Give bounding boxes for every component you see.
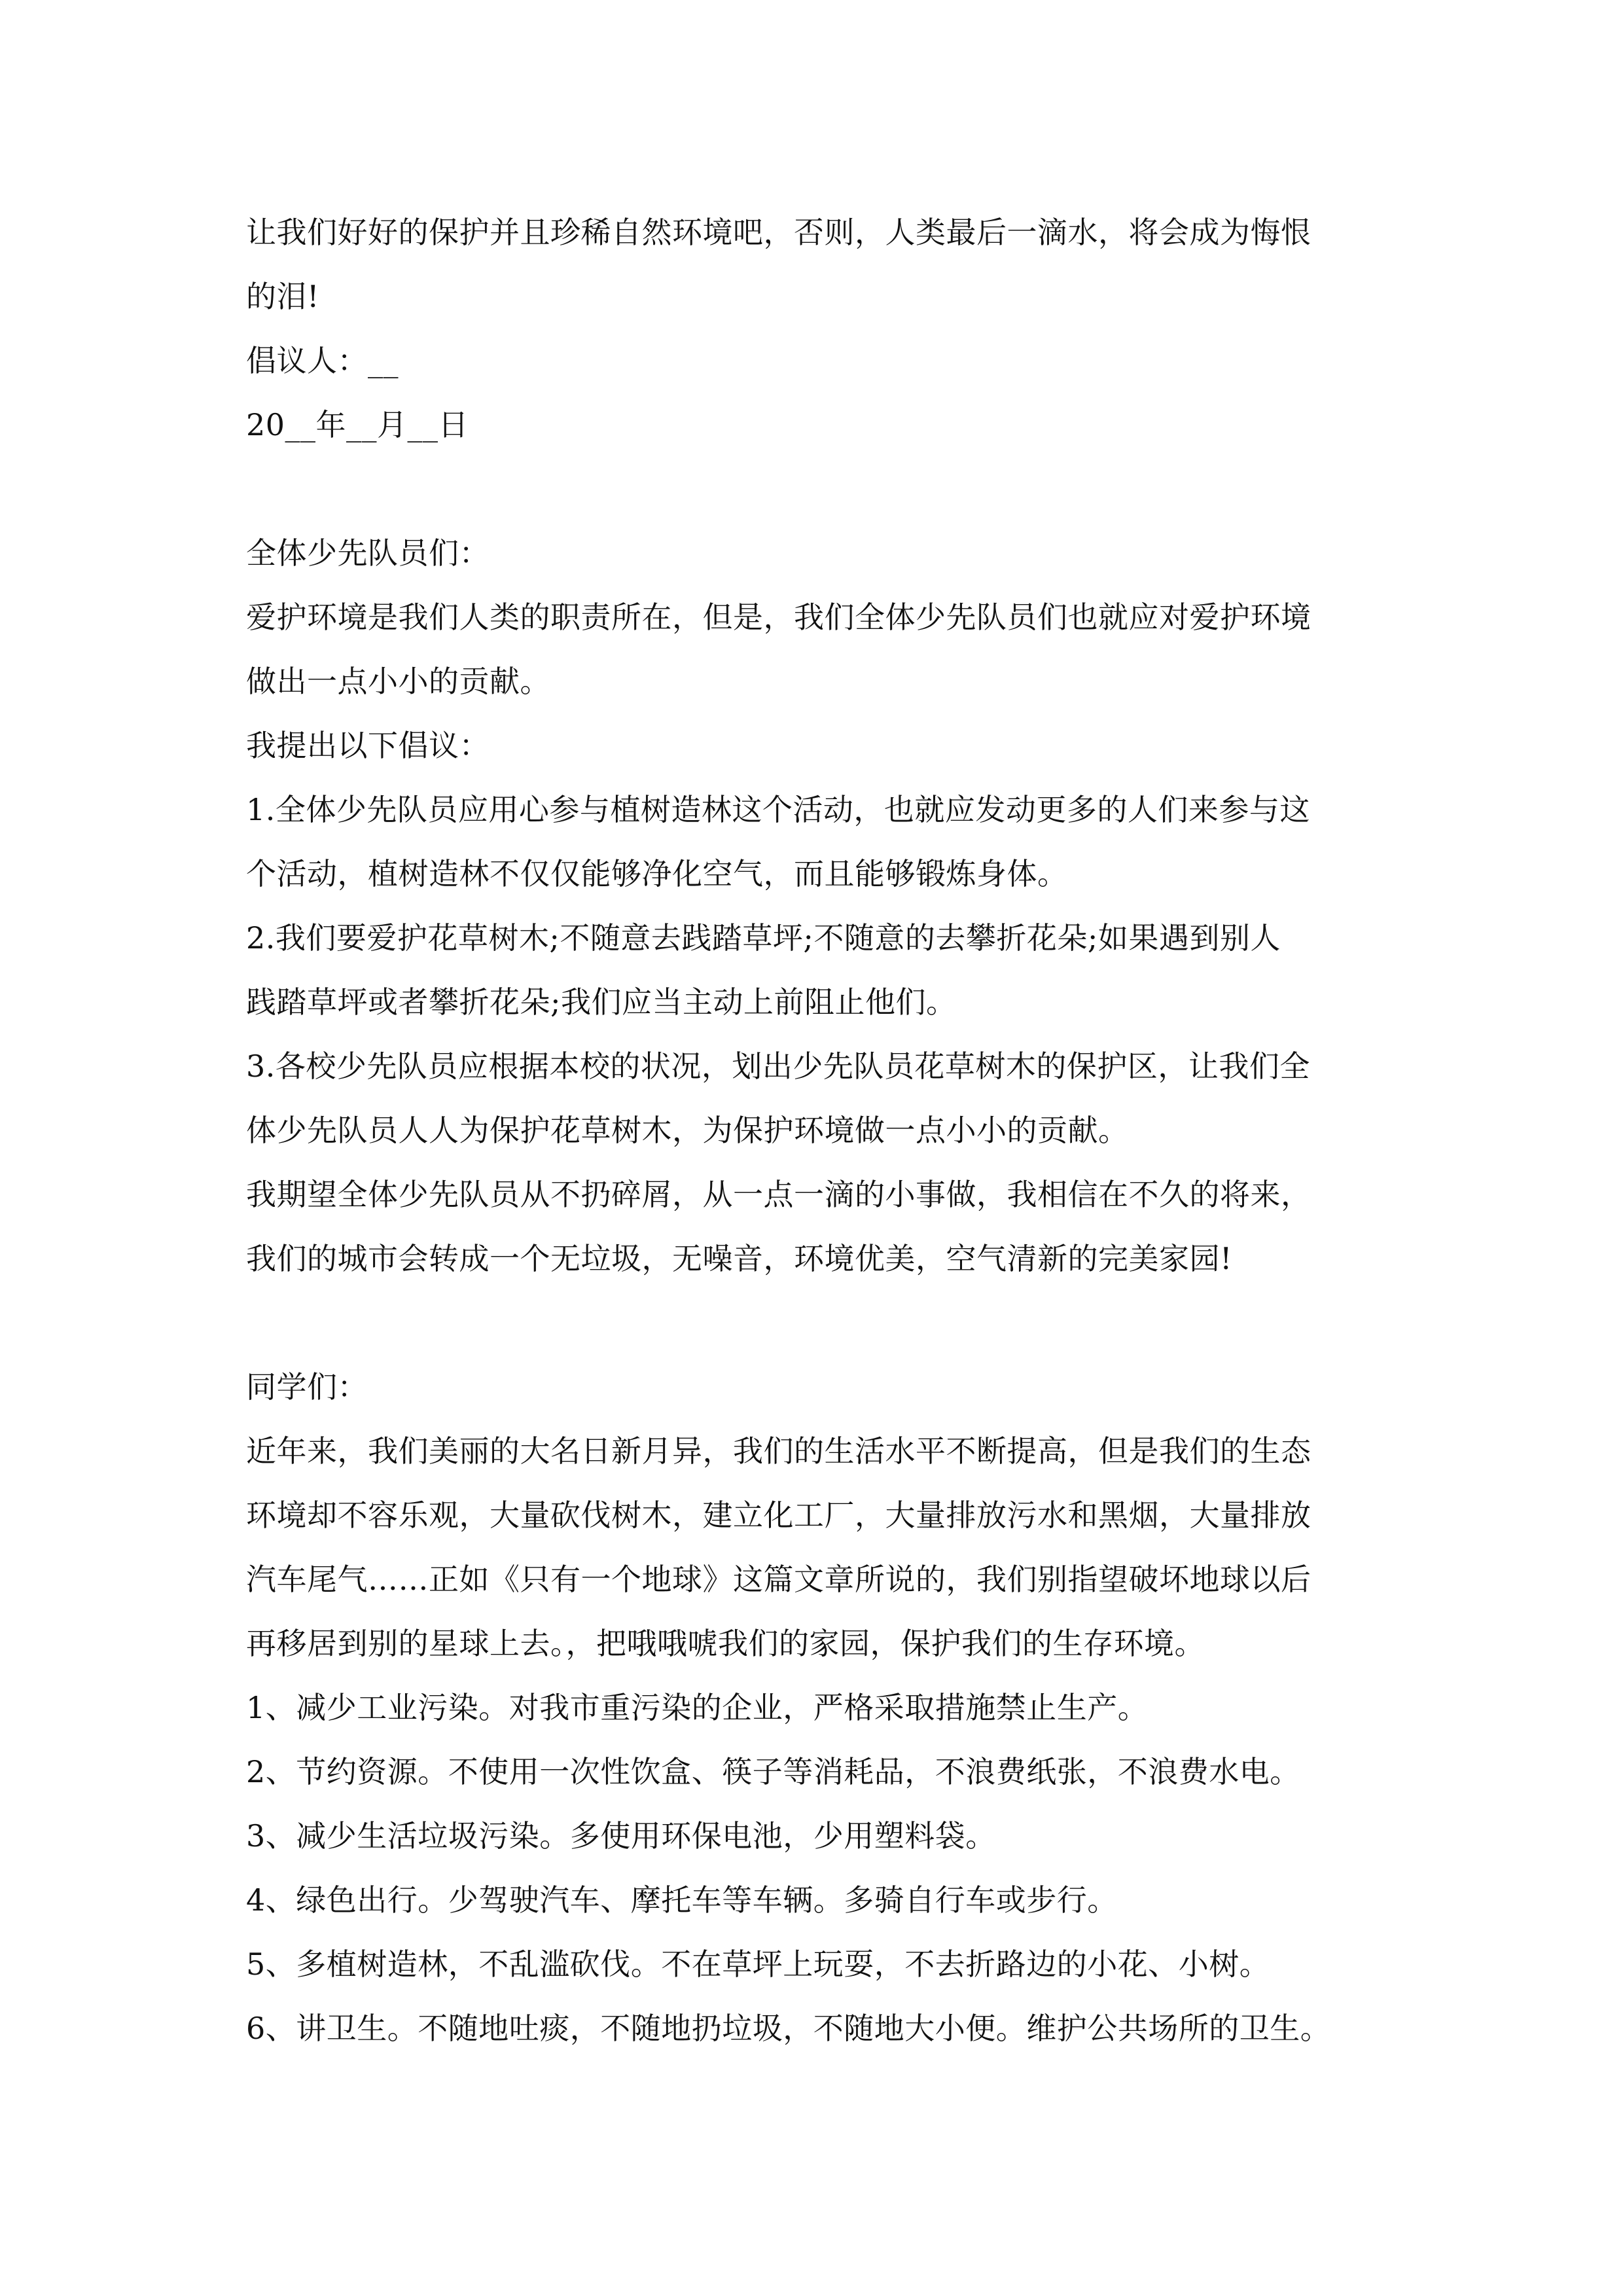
list-item-line: 个活动，植树造林不仅仅能够净化空气，而且能够锻炼身体。 — [246, 856, 1068, 891]
paragraph-line: 环境却不容乐观，大量砍伐树木，建立化工厂，大量排放污水和黑烟，大量排放 — [246, 1498, 1311, 1533]
list-item-line: 6、讲卫生。不随地吐痰，不随地扔垃圾，不随地大小便。维护公共场所的卫生。 — [246, 2011, 1331, 2046]
section-gap — [246, 1291, 1385, 1355]
signatory-line: 倡议人：__ — [246, 343, 399, 378]
paragraph-line: 爱护环境是我们人类的职责所在，但是，我们全体少先队员们也就应对爱护环境 — [246, 600, 1311, 635]
paragraph-line: 汽车尾气……正如《只有一个地球》这篇文章所说的，我们别指望破坏地球以后 — [246, 1562, 1311, 1597]
list-item-line: 2、节约资源。不使用一次性饮盒、筷子等消耗品，不浪费纸张，不浪费水电。 — [246, 1754, 1300, 1789]
date-line: 20__年__月__日 — [246, 407, 469, 442]
list-item-line: 1.全体少先队员应用心参与植树造林这个活动，也就应发动更多的人们来参与这 — [246, 792, 1310, 827]
closing-section — [246, 200, 1385, 457]
list-item-line: 践踏草坪或者攀折花朵;我们应当主动上前阻止他们。 — [246, 984, 957, 1020]
paragraph-line: 我们的城市会转成一个无垃圾，无噪音，环境优美，空气清新的完美家园! — [246, 1241, 1232, 1276]
salutation: 全体少先队员们： — [246, 535, 490, 571]
list-item-line: 4、绿色出行。少驾驶汽车、摩托车等车辆。多骑自行车或步行。 — [246, 1882, 1118, 1918]
document-body — [246, 200, 1385, 2060]
list-item-line: 2.我们要爱护花草树木;不随意去践踏草坪;不随意的去攀折花朵;如果遇到别人 — [246, 920, 1281, 956]
paragraph-line: 再移居到别的星球上去。，把哦哦唬我们的家园，保护我们的生存环境。 — [246, 1626, 1205, 1661]
paragraph-line: 的泪! — [246, 279, 319, 314]
paragraph-line: 做出一点小小的贡献。 — [246, 664, 550, 699]
list-item-line: 3.各校少先队员应根据本校的状况，划出少先队员花草树木的保护区，让我们全 — [246, 1049, 1310, 1084]
paragraph-line: 我提出以下倡议： — [246, 728, 490, 763]
list-item-line: 体少先队员人人为保护花草树木，为保护环境做一点小小的贡献。 — [246, 1113, 1129, 1148]
paragraph-line: 近年来，我们美丽的大名日新月异，我们的生活水平不断提高，但是我们的生态 — [246, 1433, 1311, 1469]
students-proposal-section — [246, 1355, 1385, 2060]
list-item-line: 3、减少生活垃圾污染。多使用环保电池，少用塑料袋。 — [246, 1818, 996, 1854]
list-item-line: 1、减少工业污染。对我市重污染的企业，严格采取措施禁止生产。 — [246, 1690, 1149, 1725]
paragraph-line: 让我们好好的保护并且珍稀自然环境吧，否则，人类最后一滴水，将会成为悔恨 — [246, 215, 1311, 250]
salutation: 同学们： — [246, 1369, 368, 1405]
list-item-line: 5、多植树造林，不乱滥砍伐。不在草坪上玩耍，不去折路边的小花、小树。 — [246, 1946, 1270, 1982]
pioneers-proposal-section — [246, 521, 1385, 1291]
section-gap — [246, 457, 1385, 521]
paragraph-line: 我期望全体少先队员从不扔碎屑，从一点一滴的小事做，我相信在不久的将来， — [246, 1177, 1311, 1212]
